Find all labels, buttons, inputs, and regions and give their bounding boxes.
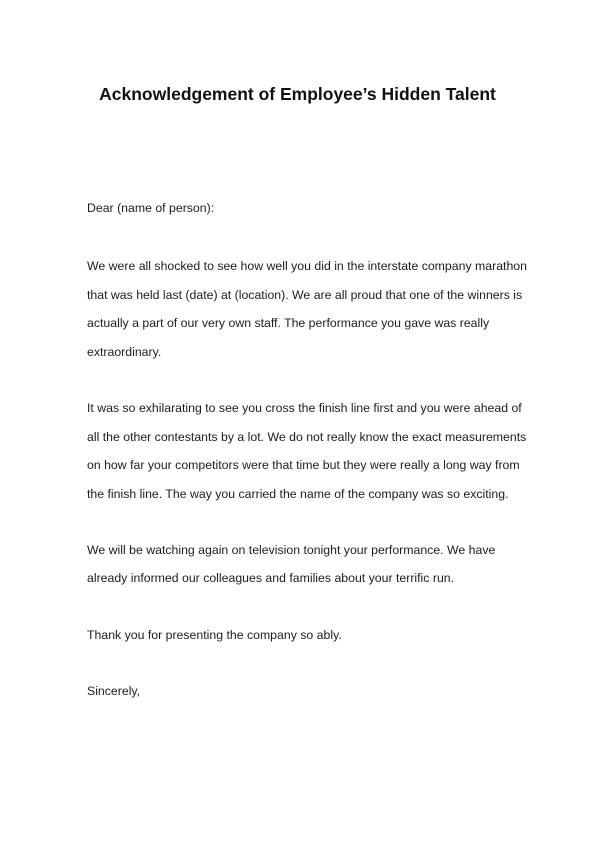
paragraph-2-line-4: the finish line. The way you carried the name of the company was so exciting. bbox=[87, 487, 509, 501]
paragraph-4-line-1: Thank you for presenting the company so ably. bbox=[87, 628, 342, 642]
paragraph-2-line-3: on how far your competitors were that time but they were really a long way from bbox=[87, 458, 520, 472]
paragraph-3-line-2: already informed our colleagues and families about your terrific run. bbox=[87, 571, 455, 585]
salutation: Dear (name of person): bbox=[87, 201, 215, 215]
paragraph-3-line-1: We will be watching again on television tonight your performance. We have bbox=[87, 543, 496, 557]
paragraph-1-line-3: actually a part of our very own staff. The performance you gave was really bbox=[87, 316, 490, 330]
paragraph-1-line-1: We were all shocked to see how well you did in the interstate company marathon bbox=[87, 259, 527, 273]
page-title: Acknowledgement of Employee’s Hidden Talent bbox=[99, 84, 496, 104]
paragraph-2-line-1: It was so exhilarating to see you cross the finish line first and you were ahead of bbox=[87, 401, 522, 415]
paragraph-1-line-4: extraordinary. bbox=[87, 345, 162, 359]
closing: Sincerely, bbox=[87, 684, 141, 698]
paragraph-2-line-2: all the other contestants by a lot. We do not really know the exact measurements bbox=[87, 430, 527, 444]
paragraph-1-line-2: that was held last (date) at (location). We are all proud that one of the winners is bbox=[87, 288, 523, 302]
